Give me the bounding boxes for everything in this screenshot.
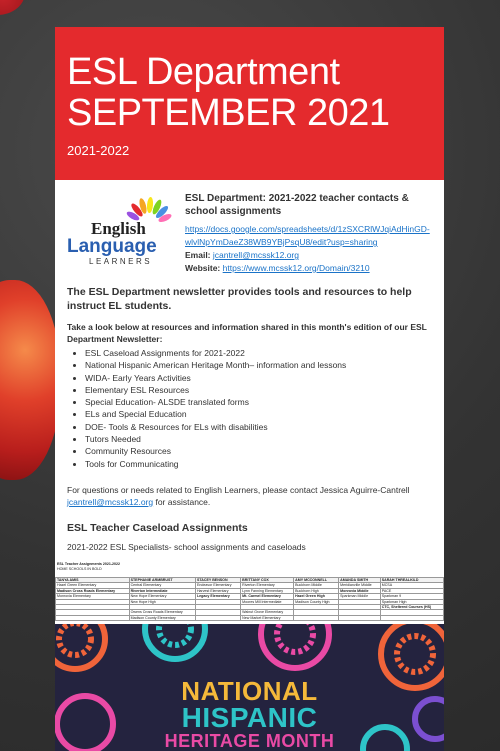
- intro-heading: ESL Department: 2021-2022 teacher contacts & school assignments: [185, 193, 409, 217]
- table-cell: Sparkman High: [380, 599, 443, 604]
- table-header: TANYA AMIS: [56, 577, 130, 582]
- header-title-line1: ESL Department: [67, 51, 340, 93]
- caseload-subtitle: 2021-2022 ESL Specialists- school assignments and caseloads: [67, 541, 306, 552]
- table-cell: New Market Elementary: [241, 615, 294, 620]
- caseload-spreadsheet-image: [55, 562, 444, 628]
- logo-word-learners: LEARNERS: [89, 257, 153, 266]
- table-cell: [339, 615, 381, 620]
- table-cell: Mt. Carmel Elementary: [241, 594, 294, 599]
- table-cell: CTC, Sheltered Courses (HS): [380, 605, 443, 610]
- list-item: • ESL Caseload Assignments for 2021-2022: [85, 347, 432, 359]
- caseload-title: ESL Teacher Caseload Assignments: [67, 521, 248, 534]
- sheet-title: ESL Teacher Assignments 2021-2022: [57, 561, 121, 566]
- contact-email-link[interactable]: jcantrell@mcssk12.org: [67, 496, 154, 507]
- table-cell: Moores Mill Intermediate: [241, 599, 294, 604]
- logo-word-english: English: [91, 219, 146, 238]
- table-cell: PACE: [380, 588, 443, 593]
- table-cell: Madison County High: [294, 599, 339, 604]
- list-item: • National Hispanic American Heritage Month– information and lessons: [85, 359, 432, 371]
- table-cell: [195, 615, 240, 620]
- table-row: [56, 588, 444, 593]
- newsletter-card: [55, 27, 444, 751]
- table-cell: Hazel Green High: [294, 594, 339, 599]
- list-item: • Elementary ESL Resources: [85, 384, 432, 396]
- table-cell: Sparkman 9: [380, 594, 443, 599]
- table-cell: Walnut Grove Elementary: [241, 610, 294, 615]
- contact-suffix: for assistance.: [153, 496, 211, 507]
- banner-line2: HISPANIC: [181, 702, 318, 733]
- header-title-line2: SEPTEMBER 2021: [67, 92, 390, 134]
- table-cell: MCSA: [380, 583, 443, 588]
- table-cell: Harvest Elementary: [195, 588, 240, 593]
- list-item: • Community Resources: [85, 445, 432, 457]
- caseload-table: [55, 577, 444, 621]
- table-cell: Endeavor Elementary: [195, 583, 240, 588]
- table-cell: Monrovia Elementary: [56, 594, 130, 599]
- website-link[interactable]: https://www.mcssk12.org/Domain/3210: [222, 263, 370, 273]
- table-cell: Lynn Fanning Elementary: [241, 588, 294, 593]
- banner-line3: HERITAGE MONTH: [164, 731, 335, 751]
- lead-text: The ESL Department newsletter provides tools and resources to help instruct EL students.: [67, 286, 412, 312]
- table-header: SARAH THREALKILD: [380, 577, 443, 582]
- contact-message: For questions or needs related to English Learners, please contact Jessica Aguirre-Cantrell: [67, 484, 410, 495]
- table-cell: Madison Cross Roads Elementary: [56, 588, 130, 593]
- table-cell: Owens Cross Roads Elementary: [129, 610, 195, 615]
- table-cell: Meridianville Middle: [339, 583, 381, 588]
- table-header: STACEY BENSON: [195, 577, 240, 582]
- table-cell: New Hope High: [129, 599, 195, 604]
- topics-intro: Take a look below at resources and information shared in this month's edition of our ESL Department Newsletter:: [67, 322, 427, 344]
- table-header: BRITTANY COX: [241, 577, 294, 582]
- table-cell: [56, 615, 130, 620]
- website-label: Website:: [185, 263, 221, 273]
- table-cell: Buckhorn Middle: [294, 583, 339, 588]
- banner-line1: NATIONAL: [181, 676, 318, 706]
- logo-word-language: Language: [67, 236, 157, 257]
- table-cell: Madison County Elementary: [129, 615, 195, 620]
- apple-top-decoration: [0, 0, 25, 15]
- table-cell: [380, 615, 443, 620]
- list-item: • Special Education- ALSDE translated forms: [85, 396, 432, 408]
- table-cell: New Hope Elementary: [129, 594, 195, 599]
- table-header: AMANDA SMITH: [339, 577, 381, 582]
- newsletter-header: [55, 27, 444, 180]
- intro-section: [55, 180, 444, 275]
- spreadsheet-link[interactable]: https://docs.google.com/spreadsheets/d/1zSXCRlWJqiAdHinGD-wlvlNpYmDaeZ38WB9YBjPsqU8/edit?usp=sharing: [185, 224, 430, 247]
- topics-list: [55, 345, 444, 470]
- table-cell: [294, 615, 339, 620]
- sheet-subtitle: HOME SCHOOLS IN BOLD: [57, 566, 102, 571]
- table-cell: Sparkman Middle: [339, 594, 381, 599]
- table-cell: Hazel Green Elementary: [56, 583, 130, 588]
- table-cell: Buckhorn High: [294, 588, 339, 593]
- list-item: • Tools for Communicating: [85, 458, 432, 470]
- table-header: AMY MCCONNELL: [294, 577, 339, 582]
- list-item: • ELs and Special Education: [85, 408, 432, 420]
- table-header: STEPHANIE ARMBRUST: [129, 577, 195, 582]
- table-cell: Central Elementary: [129, 583, 195, 588]
- table-cell: Riverton Intermediate: [129, 588, 195, 593]
- email-link[interactable]: jcantrell@mcssk12.org: [212, 250, 299, 260]
- list-item: • DOE- Tools & Resources for ELs with disabilities: [85, 421, 432, 433]
- hispanic-heritage-banner: [55, 624, 444, 751]
- list-item: • Tutors Needed: [85, 433, 432, 445]
- table-cell: Monrovia Middle: [339, 588, 381, 593]
- table-cell: Legacy Elementary: [195, 594, 240, 599]
- intro-text: [175, 192, 434, 275]
- ell-logo: [65, 196, 175, 268]
- table-cell: Riverton Elementary: [241, 583, 294, 588]
- apple-decoration: [0, 280, 60, 480]
- list-item: • WIDA- Early Years Activities: [85, 372, 432, 384]
- header-year: 2021-2022: [67, 143, 130, 158]
- table-row: [56, 615, 444, 620]
- email-label: Email:: [185, 250, 211, 260]
- contact-text: [55, 470, 444, 508]
